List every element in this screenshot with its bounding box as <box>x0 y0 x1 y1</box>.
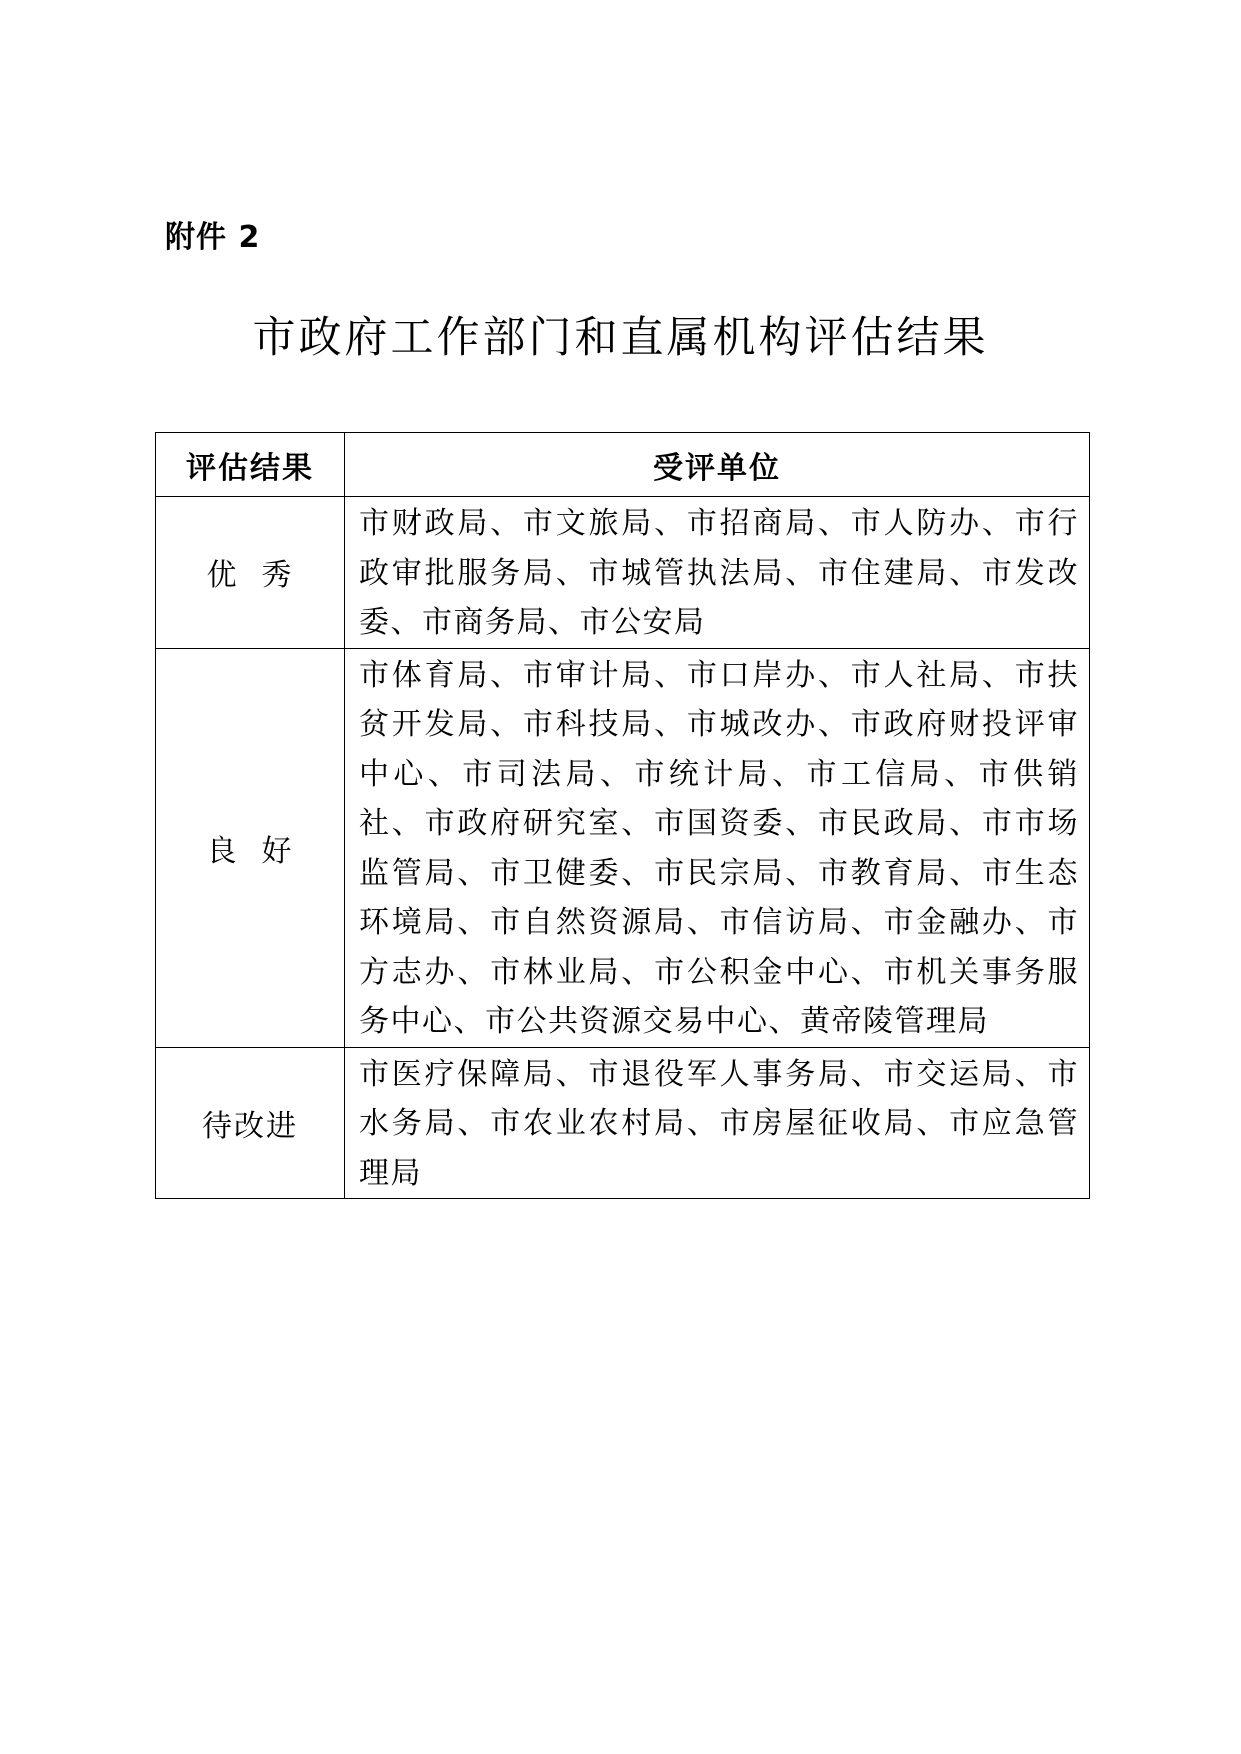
header-units: 受评单位 <box>345 433 1090 497</box>
rating-cell: 良 好 <box>156 648 345 1047</box>
rating-cell: 优 秀 <box>156 497 345 649</box>
page-title: 市政府工作部门和直属机构评估结果 <box>252 313 989 363</box>
table-row-excellent <box>156 497 1090 649</box>
units-cell: 市财政局、市文旅局、市招商局、市人防办、市行政审批服务局、市城管执法局、市住建局、市发改委、市商务局、市公安局 <box>345 497 1090 649</box>
attachment-label: 附件 2 <box>165 220 261 255</box>
table-row-good <box>156 648 1090 1047</box>
rating-cell: 待改进 <box>156 1047 345 1199</box>
units-cell: 市医疗保障局、市退役军人事务局、市交运局、市水务局、市农业农村局、市房屋征收局、市应急管理局 <box>345 1047 1090 1199</box>
header-result: 评估结果 <box>156 433 345 497</box>
table-header-row <box>156 433 1090 497</box>
units-cell: 市体育局、市审计局、市口岸办、市人社局、市扶贫开发局、市科技局、市城改办、市政府财投评审中心、市司法局、市统计局、市工信局、市供销社、市政府研究室、市国资委、市民政局、市市场监管局、市卫健委、市民宗局、市教育局、市生态环境局、市自然资源局、市信访局、市金融办、市方志办、市林业局、市公积金中心、市机关事务服务中心、市公共资源交易中心、黄帝陵管理局 <box>345 648 1090 1047</box>
table-row-needs-improvement <box>156 1047 1090 1199</box>
evaluation-results-table <box>155 432 1090 1199</box>
